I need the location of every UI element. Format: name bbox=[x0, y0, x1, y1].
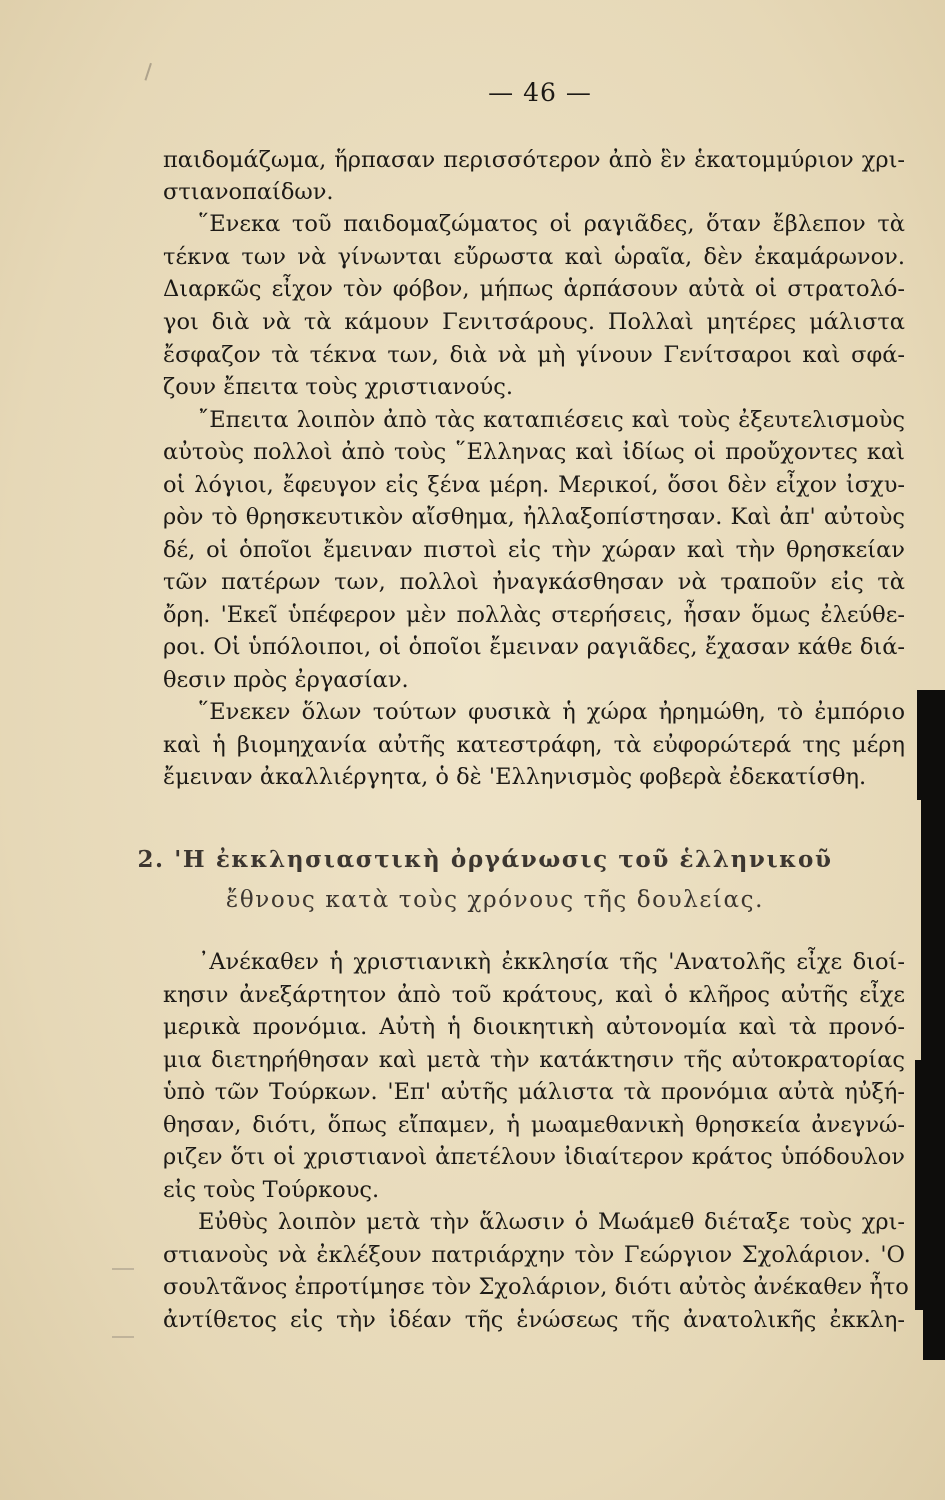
torn-edge bbox=[921, 800, 945, 1060]
text-line: μια διετηρήθησαν καὶ μετὰ τὴν κατάκτησιν τῆς αὐτοκρατορίας bbox=[163, 1047, 905, 1073]
text-line: σουλτᾶνος ἐπροτίμησε τὸν Σχολάριον, διότι αὐτὸς ἀνέκαθεν ἦτο bbox=[163, 1274, 909, 1300]
text-line: θησαν, διότι, ὅπως εἴπαμεν, ἡ μωαμεθανικὴ θρησκεία ἀνεγνώ- bbox=[163, 1112, 905, 1138]
text-line: εἰς τοὺς Τούρκους. bbox=[163, 1177, 380, 1203]
text-line: καὶ ἡ βιομηχανία αὐτῆς κατεστράφη, τὰ εὐφορώτερά της μέρη bbox=[163, 732, 905, 758]
text-line: θεσιν πρὸς ἐργασίαν. bbox=[163, 667, 409, 693]
text-line: οἱ λόγιοι, ἔφευγον εἰς ξένα μέρη. Μερικοί, ὅσοι δὲν εἶχον ἰσχυ- bbox=[163, 472, 905, 498]
text-line: ἔμειναν ἀκαλλιέργητα, ὁ δὲ 'Ελληνισμὸς φοβερὰ ἐδεκατίσθη. bbox=[163, 764, 867, 790]
text-line: ὑπὸ τῶν Τούρκων. 'Επ' αὐτῆς μάλιστα τὰ προνόμια αὐτὰ ηὐξή- bbox=[163, 1079, 905, 1105]
torn-edge bbox=[915, 1060, 945, 1310]
text-line: ᾿Ανέκαθεν ἡ χριστιανικὴ ἐκκλησία τῆς 'Ανατολῆς εἶχε διοί- bbox=[198, 949, 905, 975]
text-line: ἔσφαζον τὰ τέκνα των, διὰ νὰ μὴ γίνουν Γενίτσαροι καὶ σφά- bbox=[163, 342, 905, 368]
text-line: ῞Ενεκεν ὅλων τούτων φυσικὰ ἡ χώρα ἠρημώθη, τὸ ἐμπόριο bbox=[198, 699, 905, 725]
text-line: κησιν ἀνεξάρτητον ἀπὸ τοῦ κράτους, καὶ ὁ κλῆρος αὐτῆς εἶχε bbox=[163, 982, 905, 1008]
text-line: ῞Ενεκα τοῦ παιδομαζώματος οἱ ραγιᾶδες, ὅταν ἔβλεπον τὰ bbox=[198, 211, 905, 237]
text-line: αὐτοὺς πολλοὶ ἀπὸ τοὺς ῞Ελληνας καὶ ἰδίως οἱ προὔχοντες καὶ bbox=[163, 439, 905, 465]
text-line: Διαρκῶς εἶχον τὸν φόβον, μήπως ἁρπάσουν αὐτὰ οἱ στρατολό- bbox=[163, 276, 905, 302]
margin-mark bbox=[112, 1268, 134, 1270]
text-line: μερικὰ προνόμια. Αὐτὴ ἡ διοικητικὴ αὐτονομία καὶ τὰ προνό- bbox=[163, 1014, 905, 1040]
text-line: στιανοπαίδων. bbox=[163, 179, 334, 205]
text-line: ῎Επειτα λοιπὸν ἀπὸ τὰς καταπιέσεις καὶ τοὺς ἐξευτελισμοὺς bbox=[198, 407, 905, 433]
text-line: ἀντίθετος εἰς τὴν ἰδέαν τῆς ἑνώσεως τῆς ἀνατολικῆς ἐκκλη- bbox=[163, 1307, 905, 1333]
torn-edge bbox=[923, 1310, 945, 1360]
text-line: Εὐθὺς λοιπὸν μετὰ τὴν ἅλωσιν ὁ Μωάμεθ διέταξε τοὺς χρι- bbox=[198, 1209, 905, 1235]
text-line: τῶν πατέρων των, πολλοὶ ἠναγκάσθησαν νὰ τραποῦν εἰς τὰ bbox=[163, 569, 905, 595]
text-line: παιδομάζωμα, ἥρπασαν περισσότερον ἀπὸ ἓν ἑκατομμύριον χρι- bbox=[163, 147, 905, 173]
text-line: στιανοὺς νὰ ἐκλέξουν πατριάρχην τὸν Γεώργιον Σχολάριον. 'Ο bbox=[163, 1242, 905, 1268]
text-line: ὄρη. 'Εκεῖ ὑπέφερον μὲν πολλὰς στερήσεις, ἦσαν ὅμως ἐλεύθε- bbox=[163, 602, 905, 628]
text-line: τέκνα των νὰ γίνωνται εὔρωστα καὶ ὡραῖα, δὲν ἐκαμάρωνον. bbox=[163, 244, 905, 270]
text-line: ροι. Οἱ ὑπόλοιποι, οἱ ὁποῖοι ἔμειναν ραγιᾶδες, ἔχασαν κάθε διά- bbox=[163, 634, 905, 660]
text-line: ζουν ἔπειτα τοὺς χριστιανούς. bbox=[163, 374, 513, 400]
section-heading-line-2: ἔθνους κατὰ τοὺς χρόνους τῆς δουλείας. bbox=[225, 887, 765, 913]
section-heading-line-1: 2. 'Η ἐκκλησιαστικὴ ὀργάνωσις τοῦ ἑλληνικοῦ bbox=[137, 846, 833, 873]
margin-mark bbox=[112, 1336, 134, 1338]
text-line: ριζεν ὅτι οἱ χριστιανοὶ ἀπετέλουν ἰδιαίτερον κράτος ὑπόδουλον bbox=[163, 1144, 905, 1170]
page-number: — 46 — bbox=[488, 78, 592, 107]
text-line: δέ, οἱ ὁποῖοι ἔμειναν πιστοὶ εἰς τὴν χώραν καὶ τὴν θρησκείαν bbox=[163, 537, 905, 563]
text-line: ρὸν τὸ θρησκευτικὸν αἴσθημα, ἠλλαξοπίστησαν. Καὶ ἀπ' αὐτοὺς bbox=[163, 504, 905, 530]
text-line: γοι διὰ νὰ τὰ κάμουν Γενιτσάρους. Πολλαὶ μητέρες μάλιστα bbox=[163, 309, 905, 335]
torn-edge bbox=[917, 690, 945, 800]
